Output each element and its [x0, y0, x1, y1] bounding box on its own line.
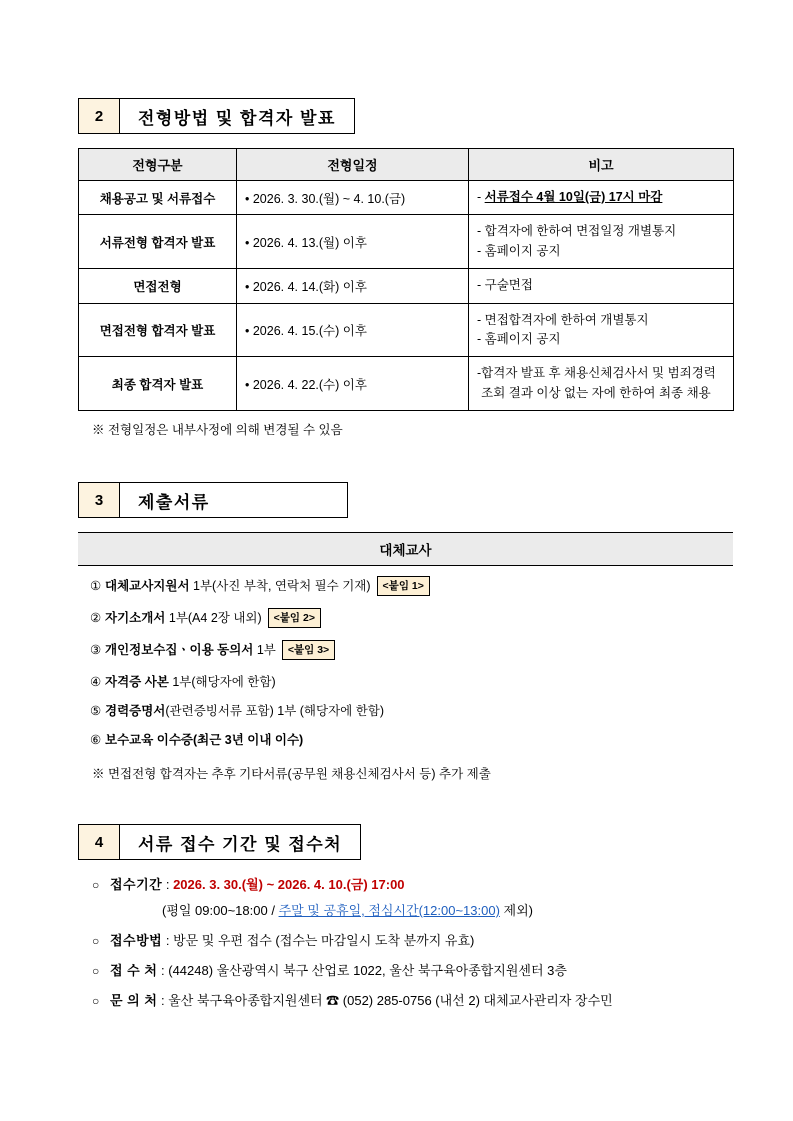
info-value: 울산 북구육아종합지원센터 ☎ (052) 285-0756 (내선 2) 대체교사관리자 장수민 [168, 993, 613, 1008]
section-2-footnote: ※ 전형일정은 내부사정에 의해 변경될 수 있음 [92, 423, 343, 437]
section-3-title: 제출서류 [120, 482, 348, 518]
item-number: ⑥ [90, 733, 102, 747]
info-row-method [0, 930, 793, 949]
documents-list [0, 576, 793, 748]
note-text: 구술면접 [484, 278, 533, 293]
note-line [477, 330, 725, 349]
cell-type: 면접전형 [79, 269, 237, 303]
table-row [79, 181, 734, 215]
list-item [0, 701, 793, 719]
note-prefix: - [477, 331, 485, 346]
info-label: 접 수 처 [110, 963, 158, 978]
note-prefix: - [477, 190, 485, 204]
list-item [0, 576, 793, 597]
info-label: 접수방법 [110, 933, 163, 948]
cell-note [469, 269, 734, 303]
info-separator: : [157, 993, 169, 1008]
section-2-number: 2 [78, 98, 120, 134]
table-header-row [79, 149, 734, 181]
info-label: 문 의 처 [110, 993, 158, 1008]
cell-type: 서류전형 합격자 발표 [79, 215, 237, 269]
info-label: 접수기간 [110, 877, 163, 892]
schedule-table-wrapper [78, 148, 715, 411]
item-number: ④ [90, 675, 102, 689]
item-title: 대체교사지원서 [105, 579, 190, 593]
list-item [0, 672, 793, 690]
cell-date: • 2026. 4. 15.(수) 이후 [237, 303, 469, 357]
note-text: 합격자 발표 후 채용신체검사서 및 범죄경력조회 결과 이상 없는 자에 한하여 최종 채용 [481, 366, 716, 400]
attachment-tag: <붙임 2> [268, 608, 321, 628]
circle-bullet-icon: ○ [92, 934, 100, 948]
schedule-table [78, 148, 734, 411]
note-text: 홈페이지 공지 [484, 243, 561, 258]
note-line [477, 364, 725, 403]
info-separator: : [162, 877, 174, 892]
info-value: (44248) 울산광역시 북구 산업로 1022, 울산 북구육아종합지원센터 3층 [168, 963, 567, 978]
application-info-list [0, 874, 793, 1009]
item-title: 개인정보수집ㆍ이용 동의서 [105, 643, 254, 657]
list-item [0, 730, 793, 748]
note-prefix: - [477, 312, 485, 327]
cell-type: 최종 합격자 발표 [79, 357, 237, 411]
item-number: ② [90, 611, 102, 625]
note-text: 면접합격자에 한하여 개별통지 [484, 312, 649, 327]
section-3-footnote: ※ 면접전형 합격자는 추후 기타서류(공무원 채용신체검사서 등) 추가 제출 [92, 767, 491, 781]
note-highlight-text: 주말 및 공휴일, 점심시간(12:00~13:00) [278, 903, 500, 918]
section-4-title: 서류 접수 기간 및 접수처 [120, 824, 361, 860]
item-title: 경력증명서 [105, 704, 166, 718]
attachment-tag: <붙임 1> [377, 576, 430, 596]
cell-date: • 2026. 4. 14.(화) 이후 [237, 269, 469, 303]
item-title: 자기소개서 [105, 611, 166, 625]
info-value: 2026. 3. 30.(월) ~ 2026. 4. 10.(금) 17:00 [173, 877, 405, 892]
cell-date: • 2026. 4. 13.(월) 이후 [237, 215, 469, 269]
circle-bullet-icon: ○ [92, 964, 100, 978]
item-detail: 1부(A4 2장 내외) [165, 611, 262, 625]
item-detail: 1부 [253, 643, 276, 657]
section-4-heading [78, 824, 793, 860]
section-4-number: 4 [78, 824, 120, 860]
section-2-heading [78, 98, 793, 134]
documents-table-header: 대체교사 [78, 532, 733, 566]
item-detail: 1부(해당자에 한함) [168, 675, 276, 689]
note-prefix: - [477, 366, 482, 381]
table-row [79, 303, 734, 357]
list-item [0, 640, 793, 661]
column-header-note: 비고 [469, 149, 734, 181]
note-prefix: - [477, 278, 485, 293]
info-row-period-note [0, 900, 793, 919]
cell-note [469, 357, 734, 411]
attachment-tag: <붙임 3> [282, 640, 335, 660]
table-row [79, 357, 734, 411]
circle-bullet-icon: ○ [92, 994, 100, 1008]
cell-date: • 2026. 4. 22.(수) 이후 [237, 357, 469, 411]
info-value: 방문 및 우편 접수 (접수는 마감일시 도착 분까지 유효) [173, 933, 475, 948]
table-row [79, 269, 734, 303]
table-row [79, 215, 734, 269]
note-text: 합격자에 한하여 면접일정 개별통지 [484, 224, 677, 239]
circle-bullet-icon: ○ [92, 878, 100, 892]
item-detail: 1부(사진 부착, 연락처 필수 기재) [189, 579, 371, 593]
note-prefix: - [477, 224, 485, 239]
cell-note [469, 303, 734, 357]
info-separator: : [162, 933, 174, 948]
info-row-address [0, 960, 793, 979]
item-title: 자격증 사본 [105, 675, 169, 689]
cell-date: • 2026. 3. 30.(월) ~ 4. 10.(금) [237, 181, 469, 215]
item-title: 보수교육 이수증(최근 3년 이내 이수) [105, 733, 304, 747]
item-number: ⑤ [90, 704, 102, 718]
info-row-contact [0, 990, 793, 1009]
cell-type: 면접전형 합격자 발표 [79, 303, 237, 357]
note-text: 서류접수 4월 10일(금) 17시 마감 [484, 190, 663, 204]
note-line [477, 276, 725, 295]
item-number: ③ [90, 643, 102, 657]
list-item [0, 608, 793, 629]
item-number: ① [90, 579, 102, 593]
section-2-title: 전형방법 및 합격자 발표 [120, 98, 355, 134]
info-row-period [0, 874, 793, 893]
note-text: 홈페이지 공지 [484, 331, 561, 346]
note-suffix-text: 제외) [499, 903, 533, 918]
note-line [477, 242, 725, 261]
cell-note [469, 215, 734, 269]
section-3-number: 3 [78, 482, 120, 518]
note-prefix-text: (평일 09:00~18:00 / [162, 903, 279, 918]
note-prefix: - [477, 243, 485, 258]
column-header-type: 전형구분 [79, 149, 237, 181]
info-separator: : [157, 963, 169, 978]
note-line [477, 188, 725, 207]
note-line [477, 222, 725, 241]
note-line [477, 311, 725, 330]
cell-type: 채용공고 및 서류접수 [79, 181, 237, 215]
cell-note [469, 181, 734, 215]
column-header-schedule: 전형일정 [237, 149, 469, 181]
item-detail: (관련증빙서류 포함) 1부 (해당자에 한함) [165, 704, 385, 718]
section-3-heading [78, 482, 793, 518]
